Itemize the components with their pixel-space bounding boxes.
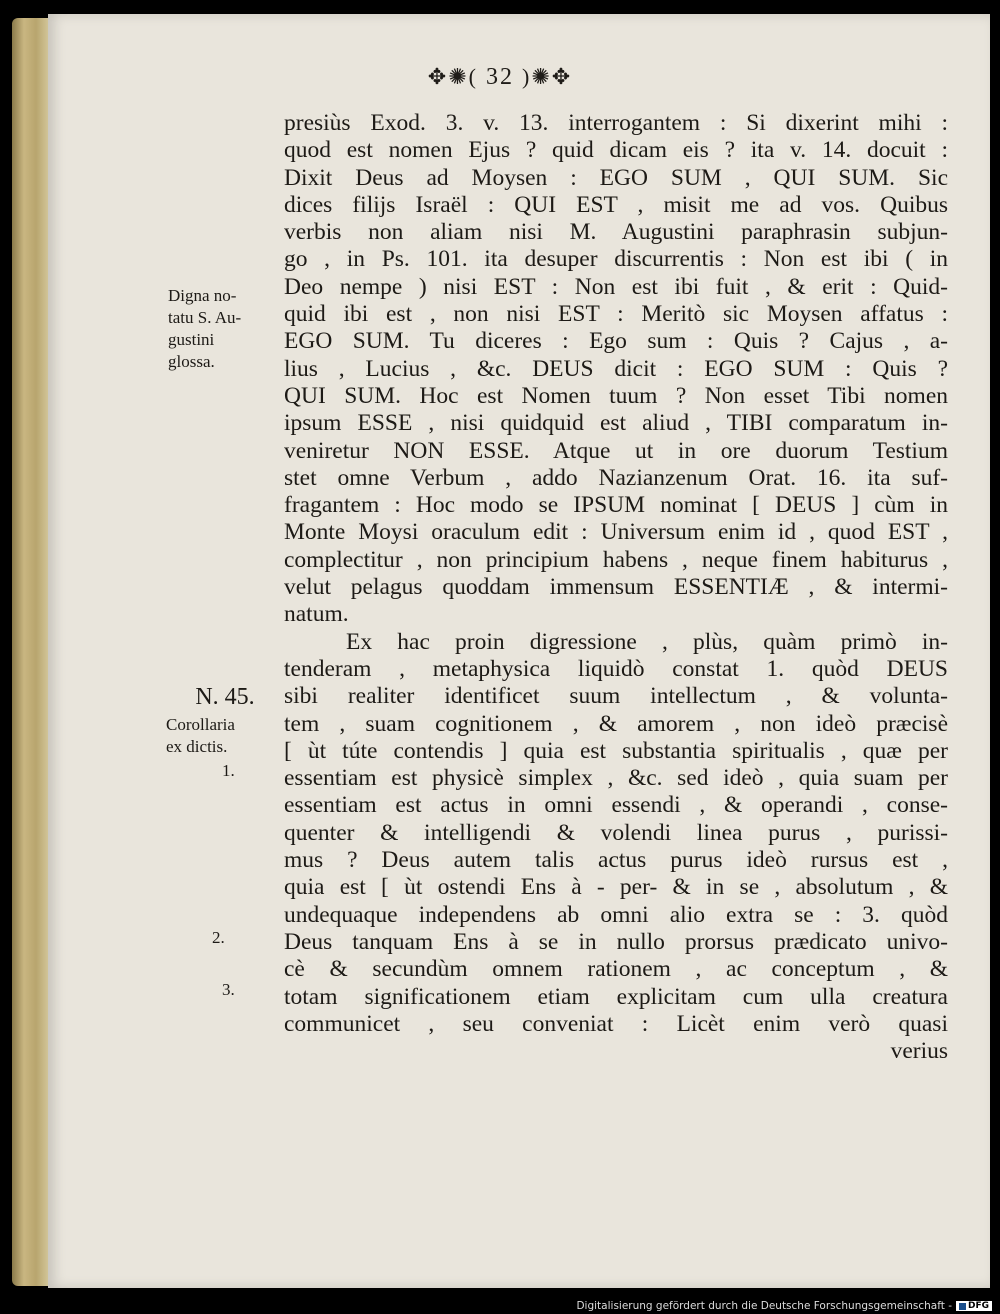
- text-line: quenter & intelligendi & volendi linea purus , purissi-: [284, 819, 948, 846]
- text-line: veniretur NON ESSE. Atque ut in ore duorum Testium: [284, 437, 948, 464]
- margin-note-line: Corollaria: [166, 715, 235, 734]
- main-text: [284, 110, 948, 1065]
- margin-note-gloss: [168, 285, 268, 373]
- text-line: dices filijs Israël : QUI EST , misit me ad vos. Quibus: [284, 191, 948, 218]
- text-line: mus ? Deus autem talis actus purus ideò rursus est ,: [284, 847, 948, 874]
- text-line: stet omne Verbum , addo Nazianzenum Orat. 16. ita suf-: [284, 464, 948, 491]
- margin-number-1: 1.: [222, 761, 235, 780]
- text-line: essentiam est physicè simplex , &c. sed ideò , quia suam per: [284, 765, 948, 792]
- text-line: verbis non aliam nisi M. Augustini paraphrasin subjun-: [284, 219, 948, 246]
- text-line: quod est nomen Ejus ? quid dicam eis ? ita v. 14. docuit :: [284, 137, 948, 164]
- text-line: velut pelagus quoddam immensum ESSENTIÆ , & intermi-: [284, 574, 948, 601]
- text-line: complectitur , non principium habens , neque finem habiturus ,: [284, 546, 948, 573]
- text-line: sibi realiter identificet suum intellectum , & volunta-: [284, 683, 948, 710]
- text-line: fragantem : Hoc modo se IPSUM nominat [ DEUS ] cùm in: [284, 492, 948, 519]
- text-line: Deus tanquam Ens à se in nullo prorsus prædicato univo-: [284, 928, 948, 955]
- page-number: 32: [486, 64, 514, 90]
- dfg-logo-icon: [956, 1301, 992, 1311]
- dfg-logo-text: DFG: [967, 1301, 989, 1311]
- book-spine-edge: [12, 18, 52, 1286]
- text-line: Ex hac proin digressione , plùs, quàm primò in-: [346, 628, 948, 655]
- text-line: QUI SUM. Hoc est Nomen tuum ? Non esset Tibi nomen: [284, 382, 948, 409]
- margin-number-2: 2.: [212, 928, 225, 947]
- text-line: lius , Lucius , &c. DEUS dicit : EGO SUM : Quis ?: [284, 355, 948, 382]
- page-header: [0, 64, 1000, 91]
- margin-note-line: gustini: [168, 330, 215, 349]
- text-line: tem , suam cognitionem , & amorem , non ideò præcisè: [284, 710, 948, 737]
- margin-note-corollaria: [166, 714, 266, 758]
- text-line: communicet , seu conveniat : Licèt enim verò quasi: [284, 1010, 948, 1037]
- text-line: undequaque independens ab omni alio extra se : 3. quòd: [284, 901, 948, 928]
- text-line: quia est [ ùt ostendi Ens à - per- & in se , absolutum , &: [284, 874, 948, 901]
- footer-text: Digitalisierung gefördert durch die Deutsche Forschungsgemeinschaft -: [576, 1300, 952, 1312]
- text-line: presiùs Exod. 3. v. 13. interrogantem : Si dixerint mihi :: [284, 110, 948, 136]
- text-line: EGO SUM. Tu diceres : Ego sum : Quis ? Cajus , a-: [284, 328, 948, 355]
- catchword: verius: [890, 1038, 948, 1065]
- footer-credit: [576, 1300, 992, 1312]
- section-number: N. 45.: [195, 684, 255, 710]
- text-line: totam significationem etiam explicitam cum ulla creatura: [284, 983, 948, 1010]
- margin-note-line: Digna no-: [168, 286, 237, 305]
- margin-note-line: tatu S. Au-: [168, 308, 242, 327]
- margin-note-line: ex dictis.: [166, 737, 228, 756]
- text-line: go , in Ps. 101. ita desuper discurrentis : Non est ibi ( in: [284, 246, 948, 273]
- text-line: natum.: [284, 601, 349, 628]
- text-line: ipsum ESSE , nisi quidquid est aliud , TIBI comparatum in-: [284, 410, 948, 437]
- text-line: Deo nempe ) nisi EST : Non est ibi fuit , & erit : Quid-: [284, 273, 948, 300]
- ornament-left-icon: ✥✺(: [427, 64, 478, 89]
- paragraph-2: [284, 629, 948, 1038]
- text-line: cè & secundùm omnem rationem , ac conceptum , &: [284, 956, 948, 983]
- text-line: [ ùt túte contendis ] quia est substantia spiritualis , quæ per: [284, 737, 948, 764]
- text-line: Monte Moysi oraculum edit : Universum enim id , quod EST ,: [284, 519, 948, 546]
- text-line: essentiam est actus in omni essendi , & operandi , conse-: [284, 792, 948, 819]
- text-line: quid ibi est , non nisi EST : Meritò sic Moysen affatus :: [284, 301, 948, 328]
- paragraph-1: [284, 110, 948, 629]
- text-line: tenderam , metaphysica liquidò constat 1. quòd DEUS: [284, 655, 948, 682]
- text-line: Dixit Deus ad Moysen : EGO SUM , QUI SUM. Sic: [284, 164, 948, 191]
- ornament-right-icon: )✺✥: [522, 64, 573, 89]
- margin-number-3: 3.: [222, 980, 235, 999]
- margin-note-line: glossa.: [168, 352, 215, 371]
